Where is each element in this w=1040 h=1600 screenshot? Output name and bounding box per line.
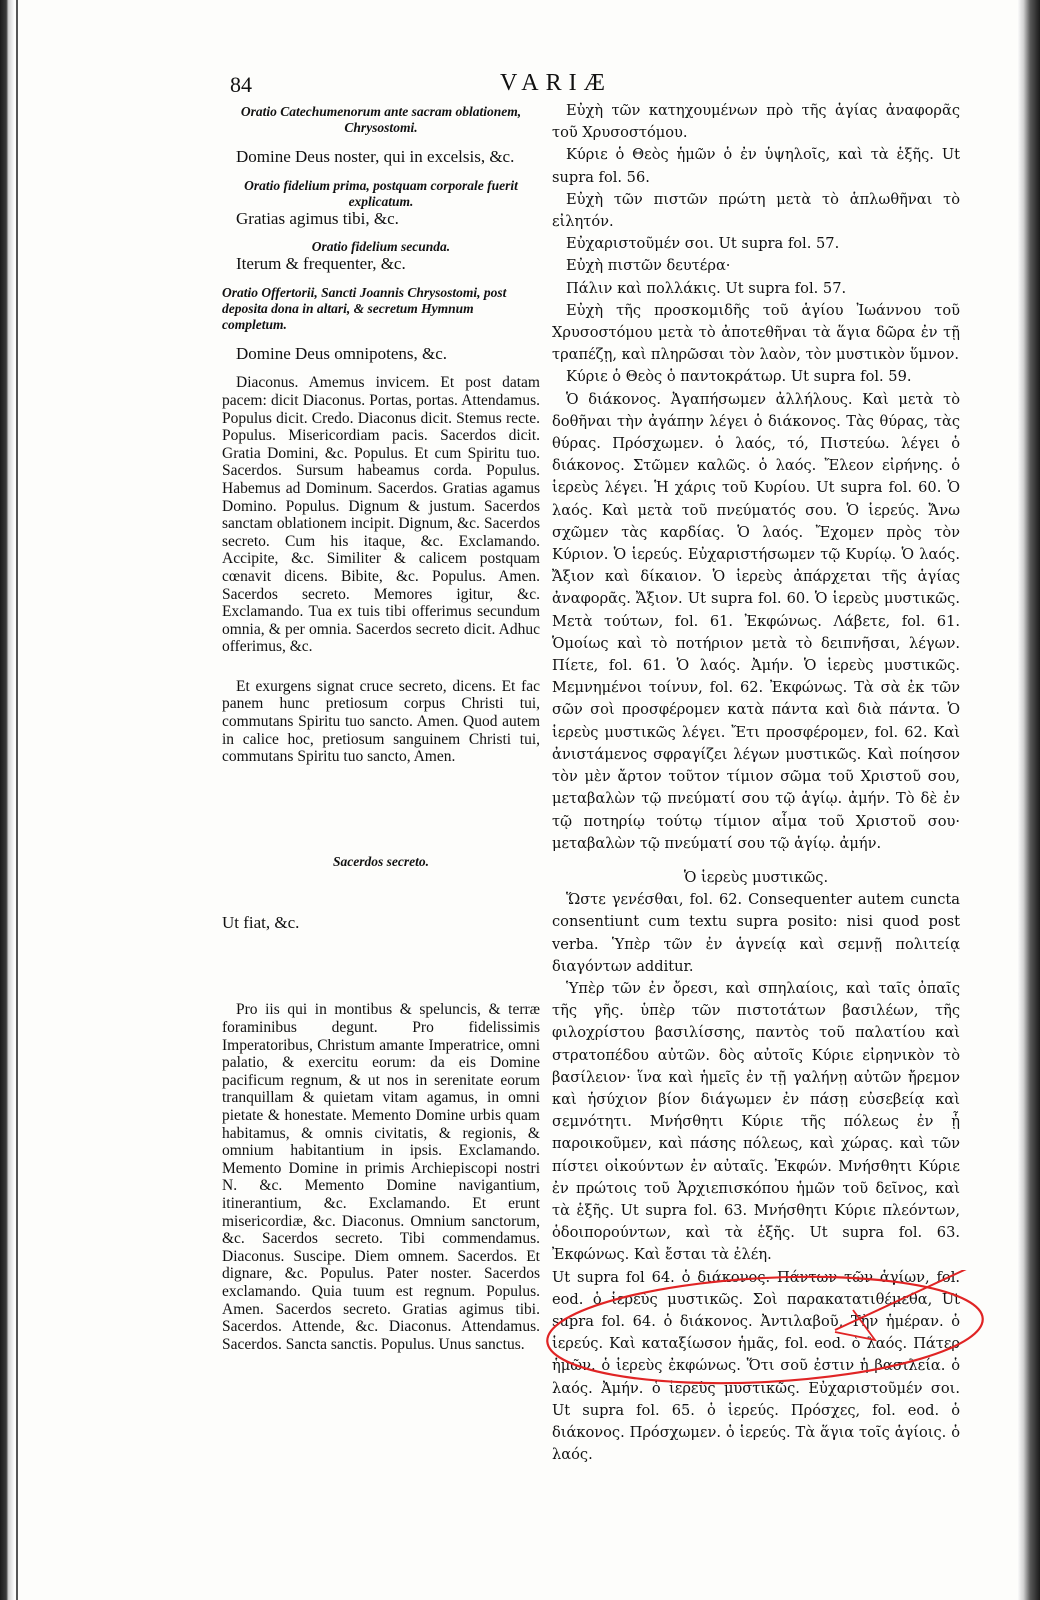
greek-heading-fidelium-secunda: Εὐχὴ πιστῶν δευτέρα· — [566, 257, 731, 275]
latin-paragraph: Gratias agimus tibi, &c. — [236, 208, 399, 228]
greek-heading-fidelium-prima: Εὐχὴ τῶν πιστῶν πρώτη μετὰ τὸ ἁπλωθῆναι τὸ εἰλητόν. — [552, 190, 960, 231]
latin-paragraph: Domine Deus omnipotens, &c. — [236, 343, 448, 363]
greek-column — [552, 100, 960, 1466]
greek-heading-hiereus: Ὁ ἱερεὺς μυστικῶς. — [683, 868, 829, 886]
greek-paragraph: Κύριε ὁ Θεὸς ὁ παντοκράτωρ. Ut supra fol. 59. — [566, 368, 912, 386]
latin-heading-fidelium-prima: Oratio fidelium prima, postquam corporale fuerit explicatum. — [244, 177, 518, 209]
greek-paragraph: Εὐχαριστοῦμέν σοι. Ut supra fol. 57. — [566, 235, 840, 253]
latin-paragraph-consecration: Et exurgens signat cruce secreto, dicens. Et fac panem hunc pretiosum corpus Christi tui, commutans Spiritu tuo sancto. Amen. Quod autem in calice hoc, pretiosum sanguinem Christi tui, commutans Spiritu tuo sancto, Amen. — [222, 677, 540, 766]
greek-paragraph: Πάλιν καὶ πολλάκις. Ut supra fol. 57. — [566, 279, 847, 297]
latin-column — [222, 104, 540, 1353]
page-number: 84 — [230, 72, 252, 97]
running-head: VARIÆ — [500, 70, 612, 96]
page-gutter-shadow — [0, 0, 14, 1600]
greek-paragraph-intercessions: Ὑπὲρ τῶν ἐν ὄρεσι, καὶ σπηλαίοις, καὶ ταῖς ὀπαῖς τῆς γῆς. ὑπὲρ τῶν πιστοτάτων βασιλέων, τῆς φιλοχρίστου βασιλίσσης, παντὸς τοῦ παλατίου καὶ στρατοπέδου αὐτῶν. δὸς αὐτοῖς Κύριε εἰρηνικὸν τὸ βασίλειον· ἵνα καὶ ἡμεῖς ἐν τῇ γαλήνῃ αὐτῶν ἤρεμον καὶ ἡσύχιον βίον διάγωμεν ἐν πάσῃ εὐσεβείᾳ καὶ σεμνότητι. Μνήσθητι Κύριε τῆς πόλεως ἐν ᾗ παροικοῦμεν, καὶ πάσης πόλεως, καὶ χώρας. καὶ τῶν πίστει οἰκούντων ἐν αὐταῖς. Ἐκφών. Μνήσθητι Κύριε ἐν πρώτοις τοῦ Ἀρχιεπισκόπου ἡμῶν τοῦ δεῖνος, καὶ τὰ ἑξῆς. Ut supra fol. 63. Μνήσθητι Κύριε πλεόντων, ὁδοιπορούντων, καὶ τὰ ἑξῆς. Ut supra fol. 63. Ἐκφώνως. Καὶ ἔσται τὰ ἐλέη. — [552, 979, 960, 1264]
page-edge-shadow — [1018, 0, 1040, 1600]
greek-paragraph-liturgy: Ὁ διάκονος. Ἀγαπήσωμεν ἀλλήλους. Καὶ μετὰ τὸ δοθῆναι τὴν ἀγάπην λέγει ὁ διάκονος. Τὰς θύρας, τὰς θύρας. Πρόσχωμεν. ὁ λαός, τό, Πιστεύω. λέγει ὁ διάκονος. Στῶμεν καλῶς. ὁ λαός. Ἔλεον εἰρήνης. ὁ ἱερεὺς λέγει. Ἡ χάρις τοῦ Κυρίου. Ut supra fol. 60. Ὁ λαός. Καὶ μετὰ τοῦ πνεύματός σου. Ὁ ἱερεύς. Ἄνω σχῶμεν τὰς καρδίας. Ὁ λαός. Ἔχομεν πρὸς τὸν Κύριον. Ὁ ἱερεύς. Εὐχαριστήσωμεν τῷ Κυρίῳ. Ὁ λαός. Ἄξιον καὶ δίκαιον. Ὁ ἱερεὺς ἀπάρχεται τῆς ἁγίας ἀναφορᾶς. Ἄξιον. Ut supra fol. 60. Ὁ ἱερεὺς μυστικῶς. Μετὰ τούτων, fol. 61. Ἐκφώνως. Λάβετε, fol. 61. Ὁμοίως καὶ τὸ ποτήριον μετὰ τὸ δειπνῆσαι, λέγων. Πίετε, fol. 61. Ὁ λαός. Ἀμήν. Ὁ ἱερεὺς μυστικῶς. Μεμνημένοι τοίνυν, fol. 62. Ἐκφώνως. Τὰ σὰ ἐκ τῶν σῶν σοὶ προσφέρομεν κατὰ πάντα καὶ διὰ πάντα. Ὁ ἱερεὺς μυστικῶς λέγει. Ἔτι προσφέρομεν, fol. 62. Καὶ ἀνιστάμενος σφραγίζει λέγων μυστικῶς. Καὶ ποίησον τὸν μὲν ἄρτον τοῦτον τίμιον σῶμα τοῦ Χριστοῦ σου, μεταβαλὼν τῷ πνεύματί σου τῷ ἁγίῳ. ἀμήν. Τὸ δὲ ἐν τῷ ποτηρίῳ τούτῳ τίμιον αἷμα τοῦ Χριστοῦ σου· μεταβαλὼν τῷ πνεύματί σου τῷ ἁγίῳ. ἀμήν. — [552, 390, 960, 852]
latin-heading-fidelium-secunda: Oratio fidelium secunda. — [311, 239, 451, 255]
greek-paragraph-annotated: Ut supra fol 64. ὁ διάκονος. Πάντων τῶν ἁγίων, fol. eod. ὁ ἱερεὺς μυστικῶς. Σοὶ παρακατατιθέμεθα, Ut supra fol. 64. ὁ διάκονος. Ἀντιλαβοῦ, Τὴν ἡμέραν. ὁ ἱερεύς. Καὶ καταξίωσον ἡμᾶς, fol. eod. ὁ λαός. Πάτερ ἡμῶν. ὁ ἱερεὺς ἐκφώνως. Ὅτι σοῦ ἐστιν ἡ βασιλεία. ὁ λαός. Ἀμήν. ὁ ἱερεὺς μυστικῶς. Εὐχαριστοῦμέν σοι. Ut supra fol. 65. ὁ ἱερεύς. Πρόσχες, fol. eod. ὁ διάκονος. Πρόσχωμεν. ὁ ἱερεύς. Τὰ ἅγια τοῖς ἁγίοις. ὁ λαός. — [552, 1268, 960, 1464]
greek-paragraph: Κύριε ὁ Θεὸς ἡμῶν ὁ ἐν ὑψηλοῖς, καὶ τὰ ἑξῆς. Ut supra fol. 56. — [552, 146, 960, 186]
page-margin-rule — [16, 0, 18, 1600]
latin-heading-sacerdos-secreto: Sacerdos secreto. — [333, 853, 429, 869]
latin-heading-offertorii: Oratio Offertorii, Sancti Joannis Chrysostomi, post deposita dona in altari, & secretum Hymnum completum. — [222, 284, 507, 332]
greek-heading-offertorii: Εὐχὴ τῆς προσκομιδῆς τοῦ ἁγίου Ἰωάννου τοῦ Χρυσοστόμου μετὰ τὸ ἀποτεθῆναι τὰ ἅγια δῶρα ἐν τῇ τραπέζῃ, καὶ πληρῶσαι τὸν λαὸν, τὸν μυστικὸν ὕμνον. — [552, 301, 960, 364]
greek-heading-catechumens: Εὐχὴ τῶν κατηχουμένων πρὸ τῆς ἁγίας ἀναφορᾶς τοῦ Χρυσοστόμου. — [552, 102, 960, 142]
latin-paragraph: Domine Deus noster, qui in excelsis, &c. — [236, 147, 515, 166]
latin-paragraph: Ut fiat, &c. — [222, 912, 300, 932]
latin-paragraph-liturgy: Diaconus. Amemus invicem. Et post datam pacem: dicit Diaconus. Portas, portas. Attendamus. Populus dicit. Credo. Diaconus dicit. Stemus recte. Populus. Misericordiam pacis. Sacerdos dicit. Gratia Domini, &c. Populus. Et cum Spiritu tuo. Sacerdos. Sursum habeamus corda. Populus. Habemus ad Dominum. Sacerdos. Gratias agamus Domino. Populus. Dignum & justum. Sacerdos sanctam oblationem incipit. Dignum, &c. Sacerdos secreto. Cum his itaque, &c. Exclamando. Accipite, &c. Similiter & calicem postquam cœnavit dicens. Bibite, &c. Populus. Amen. Sacerdos secreto. Memores igitur, &c. Exclamando. Tua ex tuis tibi offerimus secundum omnia, & per omnia. Sacerdos secreto dicit. Adhuc offerimus, &c. — [222, 374, 540, 656]
latin-paragraph-intercessions: Pro iis qui in montibus & speluncis, & terræ foraminibus degunt. Pro fidelissimis Imperatoribus, Christum amante Imperatrice, omni palatio, & exercitu eorum: da eis Domine pacificum regnum, & ut nos in serenitate eorum tranquillam & quietam vitam agamus, in omni pietate & honestate. Memento Domine urbis quam habitamus, & omnis civitatis, & regionis, & omnium habitantium in ipsis. Exclamando. Memento Domine in primis Archiepiscopi nostri N. &c. Memento Domine navigantium, itinerantium, &c. Exclamando. Et erunt misericordiæ, &c. Diaconus. Omnium sanctorum, &c. Sacerdos secreto. Tibi commendamus. Diaconus. Suscipe. Diem omnem. Sacerdos. Et dignare, &c. Populus. Pater noster. Sacerdos exclamando. Quia tuum est regnum. Populus. Amen. Sacerdos secreto. Gratias agimus tibi. Sacerdos. Attende, &c. Diaconus. Attendamus. Sacerdos. Sancta sanctis. Populus. Unus sanctus. — [222, 1001, 540, 1353]
latin-heading-catechumens: Oratio Catechumenorum ante sacram oblationem, Chrysostomi. — [240, 104, 522, 135]
greek-paragraph-consequenter: Ὥστε γενέσθαι, fol. 62. Consequenter autem cuncta consentiunt cum textu supra posito: nisi quod post verba. Ὑπὲρ τῶν ἐν ἁγνείᾳ καὶ σεμνῇ πολιτείᾳ διαγόντων additur. — [552, 891, 960, 975]
latin-paragraph: Iterum & frequenter, &c. — [236, 254, 406, 274]
